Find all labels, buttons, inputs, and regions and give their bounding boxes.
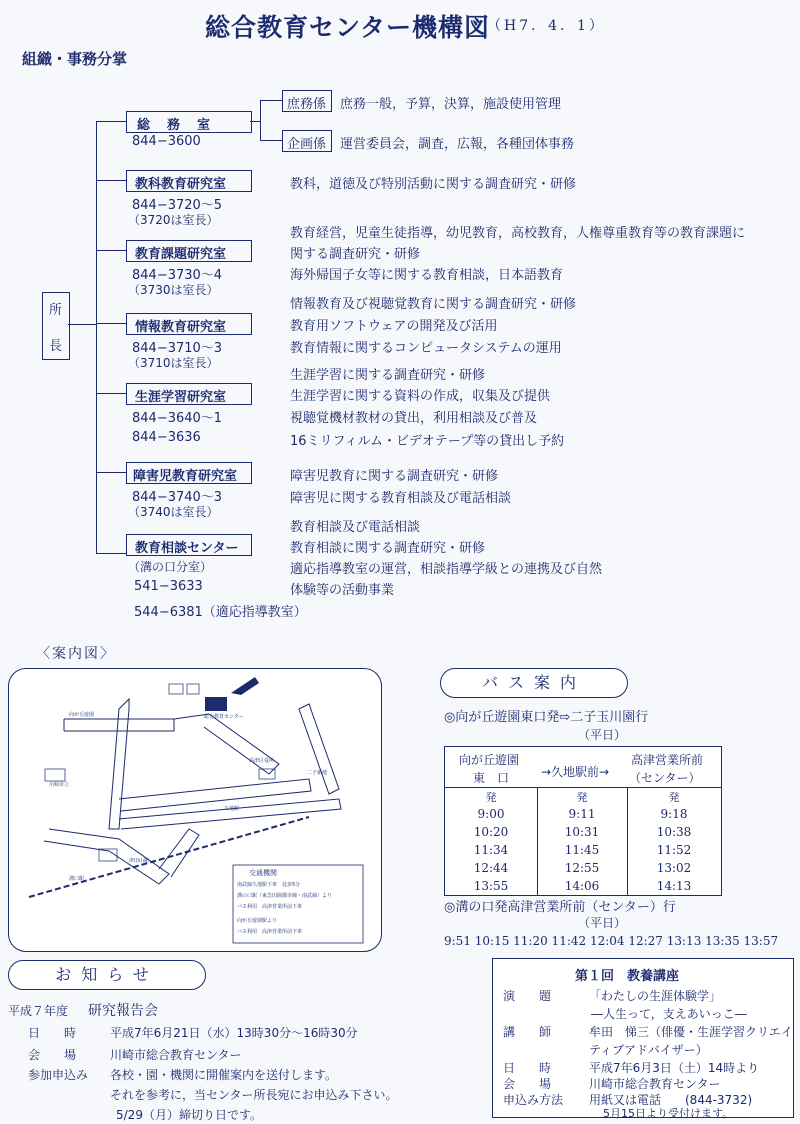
timetable-header	[445, 747, 721, 788]
dept-duty: 関する調査研究・研修	[290, 247, 421, 262]
lecture-title: 第１回 教養講座	[575, 969, 680, 984]
dept-phone: 844−3720〜5	[132, 198, 223, 213]
map-label: 二子新地	[307, 770, 328, 776]
time-cell: 13:02	[656, 861, 692, 875]
time-cell: 9:00	[477, 807, 505, 821]
center-building-marker	[205, 697, 227, 711]
time-cell: 10:38	[656, 825, 692, 839]
map-label: 津田山駅	[129, 858, 150, 864]
dept-education-issues	[126, 240, 252, 262]
sub-general-affairs-box	[282, 90, 332, 112]
branch-line	[96, 393, 126, 394]
map-block	[45, 769, 65, 781]
table-row	[445, 859, 721, 877]
dept-name: 教育課題研究室	[135, 247, 227, 262]
branch-line	[96, 472, 126, 473]
dept-duty: 教育情報に関するコンピュータシステムの運用	[290, 341, 562, 356]
lecture-label: 会 場	[503, 1077, 552, 1091]
col2-label: →久地駅前→	[541, 765, 610, 779]
notice-label: 日 時	[28, 1026, 77, 1040]
map-block	[187, 684, 199, 694]
dept-duty: 16ミリフィルム・ビデオテープ等の貸出し予約	[290, 434, 565, 449]
dept-counseling-center	[126, 534, 252, 556]
dept-note: （3740は室長）	[128, 505, 219, 519]
table-row	[445, 877, 721, 895]
time-cell: 9:18	[660, 807, 688, 821]
dept-note: （3730は室長）	[128, 283, 219, 297]
sub-connector	[260, 140, 282, 141]
notice-label: 参加申込み	[28, 1068, 89, 1082]
branch-line	[96, 553, 126, 554]
col1-line1: 向が丘遊園	[459, 753, 520, 767]
map-label: 高津区役所	[249, 758, 275, 764]
dept-information-education	[126, 313, 252, 335]
lecture-value: 川崎市総合教育センター	[589, 1077, 721, 1091]
access-line: バス利用 高津営業所前下車	[237, 929, 303, 935]
road	[119, 799, 341, 829]
dept-name: 教科教育研究室	[135, 177, 227, 192]
notice-value: 川崎市総合教育センター	[110, 1048, 242, 1062]
notice-event-name: 研究報告会	[88, 1003, 158, 1019]
dept-general-affairs	[126, 111, 252, 133]
dept-duty: 適応指導教室の運営，相談指導学級との連携及び自然	[290, 562, 603, 577]
map-label: 総合教育センター	[204, 714, 244, 720]
lecture-value: 5月15日より受付けます。	[603, 1107, 734, 1120]
dept-note: （3710は室長）	[128, 356, 219, 370]
road	[159, 829, 199, 877]
time-cell: 14:06	[564, 879, 600, 893]
time-cell: 11:52	[656, 843, 692, 857]
page-title: 総合教育センター機構図	[205, 13, 491, 42]
dept-phone: 844−3636	[132, 430, 201, 445]
lecture-value: 用紙又は電話 (844-3732)	[589, 1093, 753, 1107]
time-cell: 12:55	[564, 861, 600, 875]
dept-phone: 844−3710〜3	[132, 341, 223, 356]
lecture-box	[492, 958, 794, 1118]
time-cell: 9:11	[568, 807, 596, 821]
title-date: （H7．4．1）	[487, 18, 606, 34]
bus-route2: ◎溝の口発高津営業所前（センター）行	[444, 900, 676, 915]
map-block	[169, 684, 183, 694]
bus-route2-sub: （平日）	[578, 916, 627, 930]
road	[299, 704, 339, 794]
director-label-top: 所	[49, 303, 63, 318]
map-label: 向が丘遊園	[69, 712, 95, 718]
departure-row	[445, 789, 721, 805]
dep-label: 発	[668, 791, 680, 804]
time-cell: 10:20	[473, 825, 509, 839]
access-line: 溝の口駅（東急田園都市線・南武線）より	[237, 893, 333, 899]
dept-lifelong-learning	[126, 383, 252, 405]
dept-subject-education	[126, 170, 252, 192]
org-trunk	[96, 121, 97, 553]
dept-duty: 体験等の活動事業	[290, 583, 395, 598]
dept-phone: 844−3730〜4	[132, 268, 223, 283]
dept-name: 情報教育研究室	[135, 320, 227, 335]
map-label: 久地駅	[224, 806, 240, 812]
bus-route2-times: 9:51 10:15 11:20 11:42 12:04 12:27 13:13 13:35 13:57	[444, 934, 779, 948]
dept-phone: 844−3600	[132, 134, 201, 149]
map-label: 川崎市立	[49, 782, 70, 788]
dept-phone: 844−3740〜3	[132, 490, 223, 505]
dept-duty: 教育用ソフトウェアの開発及び活用	[290, 319, 498, 334]
dept-duty: 情報教育及び視聴覚教育に関する調査研究・研修	[290, 297, 577, 312]
dep-label: 発	[485, 791, 497, 804]
branch-line	[96, 323, 126, 324]
notice-event-year: 平成７年度	[8, 1004, 69, 1018]
director-box	[42, 292, 70, 360]
time-cell: 11:34	[473, 843, 509, 857]
dept-phone: 544−6381（適応指導教室）	[134, 605, 307, 620]
col3-line1: 高津営業所前	[631, 753, 704, 767]
dept-duty: 生涯学習に関する調査研究・研修	[290, 368, 486, 383]
dept-duty: 視聴覚機材教材の貸出，利用相談及び普及	[290, 411, 538, 426]
map-drawing	[9, 669, 381, 951]
road	[64, 719, 174, 731]
arrow-icon	[231, 677, 259, 695]
notice-label: 会 場	[28, 1048, 77, 1062]
notice-deadline: 5/29（月）締切り日です。	[116, 1108, 262, 1122]
lecture-value: 平成7年6月3日（土）14時より	[589, 1061, 760, 1075]
access-line: 向が丘遊園駅より	[237, 918, 278, 924]
sub-connector	[250, 121, 260, 122]
lecture-label: 日 時	[503, 1061, 552, 1075]
branch-line	[96, 250, 126, 251]
dept-duty: 教育経営，児童生徒指導，幼児教育，高校教育，人権尊重教育等の教育課題に	[290, 226, 746, 241]
dept-duty: 教科，道徳及び特別活動に関する調査研究・研修	[290, 177, 577, 192]
table-row	[445, 805, 721, 823]
lecture-value: 「わたしの生涯体験学」	[589, 989, 722, 1003]
guide-map	[8, 668, 382, 952]
time-cell: 10:31	[564, 825, 600, 839]
time-cell: 13:55	[473, 879, 509, 893]
dept-note: （3720は室長）	[128, 213, 219, 227]
lecture-label: 講 師	[503, 1025, 552, 1039]
sub-label: 庶務係	[287, 97, 327, 112]
dept-duty: 生涯学習に関する資料の作成，収集及び提供	[290, 389, 551, 404]
branch-line	[96, 121, 126, 122]
sub-duty: 庶務一般，予算，決算，施設使用管理	[340, 97, 562, 112]
table-row	[445, 823, 721, 841]
dept-name: 障害児教育研究室	[133, 469, 238, 484]
time-cell: 12:44	[473, 861, 509, 875]
dept-duty: 障害児に関する教育相談及び電話相談	[290, 491, 512, 506]
section-label: 組織・事務分掌	[22, 50, 128, 68]
access-line: バス利用 高津営業所前下車	[237, 904, 303, 910]
bus-heading: バス案内	[440, 668, 628, 698]
lecture-value: 牟田 悌三（俳優・生涯学習クリエイ	[589, 1025, 793, 1039]
dept-duty: 教育相談及び電話相談	[290, 520, 421, 535]
notice-value: 各校・園・機関に開催案内を送付します。	[110, 1068, 338, 1082]
dep-label: 発	[576, 791, 588, 804]
sub-connector	[260, 100, 261, 140]
dept-phone: 541−3633	[134, 579, 203, 594]
dept-phone: 844−3640〜1	[132, 411, 223, 426]
bus-route1: ◎向が丘遊園東口発⇨二子玉川園行	[444, 710, 649, 725]
map-label: 溝口駅	[69, 876, 85, 882]
dept-name: 教育相談センター	[135, 541, 239, 556]
branch-line	[96, 180, 126, 181]
guide-map-heading: 〈案内図〉	[36, 646, 116, 662]
dept-duty: 海外帰国子女等に関する教育相談，日本語教育	[290, 268, 564, 283]
dept-duty: 教育相談に関する調査研究・研修	[290, 541, 486, 556]
dept-duty: 障害児教育に関する調査研究・研修	[290, 469, 499, 484]
time-cell: 14:13	[656, 879, 692, 893]
sub-duty: 運営委員会，調査，広報，各種団体事務	[340, 137, 575, 152]
lecture-value: ティブアドバイザー）	[589, 1043, 708, 1057]
dept-note: （溝の口分室）	[128, 560, 213, 574]
table-row	[445, 841, 721, 859]
sub-connector	[260, 100, 282, 101]
col3-line2: （センター）	[629, 771, 701, 785]
lecture-label: 演 題	[503, 989, 552, 1003]
lecture-value: ―人生って，支えあいっこ―	[591, 1007, 747, 1021]
road	[44, 829, 169, 884]
notice-value: 平成7年6月21日（水）13時30分〜16時30分	[110, 1026, 358, 1040]
access-title: 交通機関	[249, 869, 277, 877]
sub-label: 企画係	[287, 137, 327, 152]
bus-route1-sub: （平日）	[578, 728, 627, 742]
dept-special-needs	[126, 462, 252, 484]
sub-planning-box	[282, 130, 332, 152]
director-connector	[68, 324, 96, 325]
col1-line2: 東 口	[473, 771, 510, 785]
dept-name: 生涯学習研究室	[135, 390, 227, 405]
director-label-bottom: 長	[49, 339, 63, 354]
timetable-body	[445, 789, 721, 895]
road	[119, 779, 311, 811]
lecture-label: 申込み方法	[503, 1093, 564, 1107]
bus-timetable	[444, 746, 722, 896]
notice-extra: それを参考に，当センター所長宛にお申込み下さい。	[110, 1088, 398, 1102]
time-cell: 11:45	[564, 843, 600, 857]
notice-heading: お知らせ	[8, 960, 206, 990]
road	[174, 714, 279, 774]
dept-name: 総 務 室	[137, 118, 213, 133]
access-line: 南武線久地駅下車 徒歩5分	[237, 882, 301, 888]
